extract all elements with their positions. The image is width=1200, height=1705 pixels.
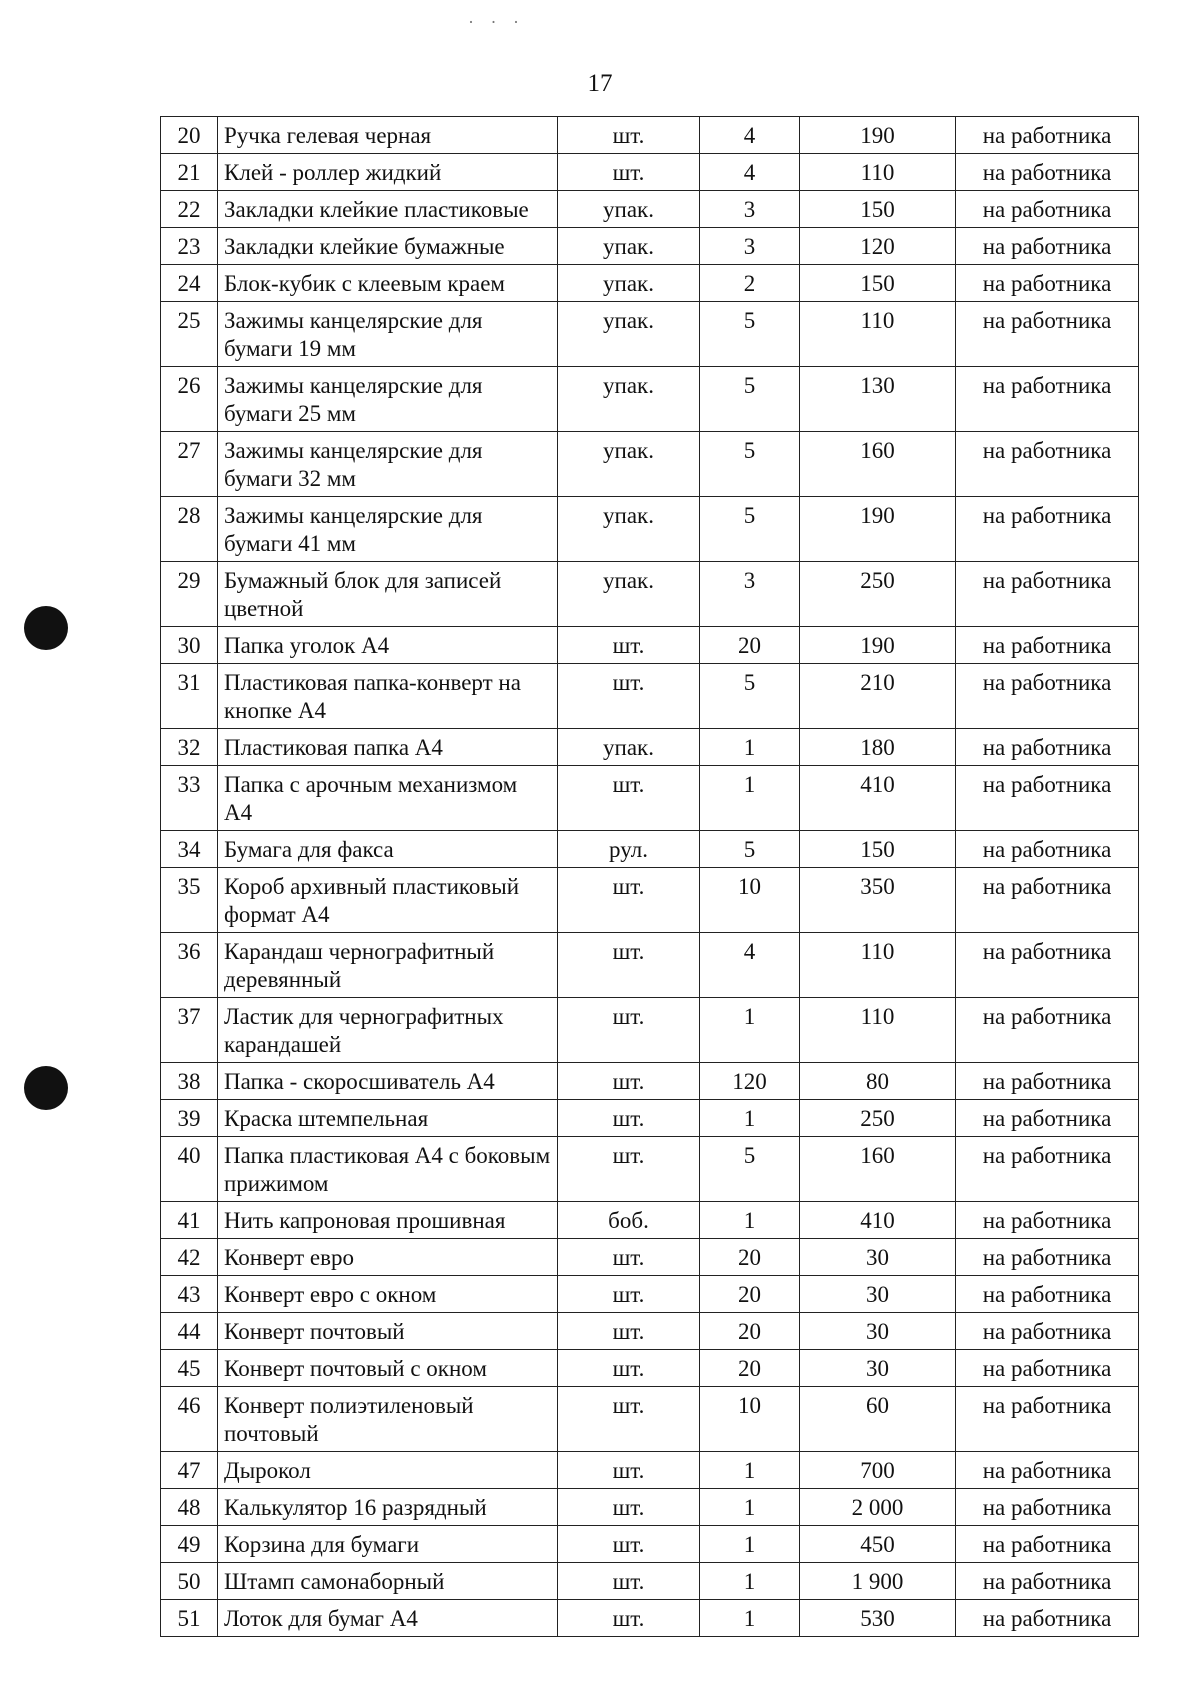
- row-number-cell: 26: [161, 367, 218, 432]
- norm-cell: на работника: [956, 302, 1139, 367]
- norm-cell: на работника: [956, 562, 1139, 627]
- unit-cell: упак.: [558, 367, 700, 432]
- item-name-cell: Зажимы канцелярские для бумаги 41 мм: [218, 497, 558, 562]
- norm-cell: на работника: [956, 1452, 1139, 1489]
- item-name-cell: Папка уголок А4: [218, 627, 558, 664]
- price-cell: 450: [800, 1526, 956, 1563]
- row-number-cell: 34: [161, 831, 218, 868]
- unit-cell: упак.: [558, 432, 700, 497]
- table-row: [161, 1137, 1139, 1202]
- table-row: [161, 117, 1139, 154]
- item-name-cell: Клей - роллер жидкий: [218, 154, 558, 191]
- price-cell: 350: [800, 868, 956, 933]
- quantity-cell: 1: [700, 1489, 800, 1526]
- norm-cell: на работника: [956, 1563, 1139, 1600]
- item-name-cell: Конверт евро с окном: [218, 1276, 558, 1313]
- unit-cell: рул.: [558, 831, 700, 868]
- unit-cell: упак.: [558, 191, 700, 228]
- item-name-cell: Конверт почтовый: [218, 1313, 558, 1350]
- table-row: [161, 432, 1139, 497]
- norm-cell: на работника: [956, 1526, 1139, 1563]
- row-number-cell: 25: [161, 302, 218, 367]
- table-row: [161, 497, 1139, 562]
- row-number-cell: 45: [161, 1350, 218, 1387]
- price-cell: 250: [800, 562, 956, 627]
- norm-cell: на работника: [956, 1239, 1139, 1276]
- table-row: [161, 766, 1139, 831]
- unit-cell: шт.: [558, 1239, 700, 1276]
- table-row: [161, 933, 1139, 998]
- quantity-cell: 1: [700, 1100, 800, 1137]
- item-name-cell: Зажимы канцелярские для бумаги 32 мм: [218, 432, 558, 497]
- norm-cell: на работника: [956, 1202, 1139, 1239]
- norm-cell: на работника: [956, 998, 1139, 1063]
- norm-cell: на работника: [956, 497, 1139, 562]
- item-name-cell: Корзина для бумаги: [218, 1526, 558, 1563]
- price-cell: 210: [800, 664, 956, 729]
- unit-cell: шт.: [558, 1137, 700, 1202]
- row-number-cell: 42: [161, 1239, 218, 1276]
- item-name-cell: Папка с арочным механизмом А4: [218, 766, 558, 831]
- scan-artifact: · · ·: [468, 12, 525, 32]
- table-row: [161, 868, 1139, 933]
- table-row: [161, 1313, 1139, 1350]
- item-name-cell: Блок-кубик с клеевым краем: [218, 265, 558, 302]
- quantity-cell: 10: [700, 868, 800, 933]
- quantity-cell: 3: [700, 562, 800, 627]
- item-name-cell: Папка - скоросшиватель А4: [218, 1063, 558, 1100]
- row-number-cell: 40: [161, 1137, 218, 1202]
- norm-cell: на работника: [956, 1063, 1139, 1100]
- row-number-cell: 21: [161, 154, 218, 191]
- quantity-cell: 3: [700, 191, 800, 228]
- table-row: [161, 1202, 1139, 1239]
- row-number-cell: 22: [161, 191, 218, 228]
- quantity-cell: 3: [700, 228, 800, 265]
- norm-cell: на работника: [956, 1600, 1139, 1637]
- norm-cell: на работника: [956, 766, 1139, 831]
- quantity-cell: 1: [700, 1452, 800, 1489]
- norm-cell: на работника: [956, 1387, 1139, 1452]
- item-name-cell: Бумажный блок для записей цветной: [218, 562, 558, 627]
- norm-cell: на работника: [956, 432, 1139, 497]
- quantity-cell: 5: [700, 367, 800, 432]
- table-row: [161, 265, 1139, 302]
- unit-cell: шт.: [558, 1387, 700, 1452]
- price-cell: 30: [800, 1313, 956, 1350]
- row-number-cell: 29: [161, 562, 218, 627]
- item-name-cell: Пластиковая папка-конверт на кнопке А4: [218, 664, 558, 729]
- quantity-cell: 5: [700, 831, 800, 868]
- table-row: [161, 1276, 1139, 1313]
- unit-cell: шт.: [558, 998, 700, 1063]
- quantity-cell: 4: [700, 117, 800, 154]
- quantity-cell: 5: [700, 497, 800, 562]
- table-row: [161, 1526, 1139, 1563]
- table-row: [161, 627, 1139, 664]
- quantity-cell: 4: [700, 154, 800, 191]
- unit-cell: упак.: [558, 497, 700, 562]
- norm-cell: на работника: [956, 1350, 1139, 1387]
- item-name-cell: Калькулятор 16 разрядный: [218, 1489, 558, 1526]
- price-cell: 150: [800, 831, 956, 868]
- item-name-cell: Ручка гелевая черная: [218, 117, 558, 154]
- table-body: [161, 117, 1139, 1637]
- unit-cell: боб.: [558, 1202, 700, 1239]
- quantity-cell: 1: [700, 729, 800, 766]
- price-cell: 30: [800, 1276, 956, 1313]
- table-row: [161, 1350, 1139, 1387]
- row-number-cell: 41: [161, 1202, 218, 1239]
- price-cell: 80: [800, 1063, 956, 1100]
- unit-cell: шт.: [558, 766, 700, 831]
- quantity-cell: 5: [700, 1137, 800, 1202]
- price-cell: 700: [800, 1452, 956, 1489]
- quantity-cell: 10: [700, 1387, 800, 1452]
- unit-cell: шт.: [558, 1600, 700, 1637]
- table-row: [161, 562, 1139, 627]
- table-row: [161, 302, 1139, 367]
- norm-cell: на работника: [956, 729, 1139, 766]
- quantity-cell: 5: [700, 302, 800, 367]
- norm-cell: на работника: [956, 265, 1139, 302]
- unit-cell: шт.: [558, 1313, 700, 1350]
- norm-cell: на работника: [956, 154, 1139, 191]
- row-number-cell: 28: [161, 497, 218, 562]
- unit-cell: шт.: [558, 1100, 700, 1137]
- item-name-cell: Ластик для чернографитных карандашей: [218, 998, 558, 1063]
- quantity-cell: 1: [700, 1202, 800, 1239]
- unit-cell: шт.: [558, 933, 700, 998]
- price-cell: 60: [800, 1387, 956, 1452]
- unit-cell: шт.: [558, 868, 700, 933]
- price-cell: 410: [800, 1202, 956, 1239]
- norm-cell: на работника: [956, 117, 1139, 154]
- item-name-cell: Короб архивный пластиковый формат А4: [218, 868, 558, 933]
- unit-cell: упак.: [558, 562, 700, 627]
- unit-cell: шт.: [558, 1563, 700, 1600]
- row-number-cell: 44: [161, 1313, 218, 1350]
- item-name-cell: Закладки клейкие пластиковые: [218, 191, 558, 228]
- norm-cell: на работника: [956, 868, 1139, 933]
- row-number-cell: 51: [161, 1600, 218, 1637]
- table-row: [161, 729, 1139, 766]
- unit-cell: шт.: [558, 1526, 700, 1563]
- row-number-cell: 24: [161, 265, 218, 302]
- quantity-cell: 2: [700, 265, 800, 302]
- table-row: [161, 1063, 1139, 1100]
- table-row: [161, 154, 1139, 191]
- norm-cell: на работника: [956, 1313, 1139, 1350]
- norm-cell: на работника: [956, 367, 1139, 432]
- quantity-cell: 4: [700, 933, 800, 998]
- price-cell: 160: [800, 432, 956, 497]
- quantity-cell: 1: [700, 766, 800, 831]
- table-row: [161, 191, 1139, 228]
- price-cell: 180: [800, 729, 956, 766]
- quantity-cell: 20: [700, 1276, 800, 1313]
- norm-cell: на работника: [956, 191, 1139, 228]
- row-number-cell: 30: [161, 627, 218, 664]
- table-row: [161, 998, 1139, 1063]
- norm-cell: на работника: [956, 831, 1139, 868]
- row-number-cell: 38: [161, 1063, 218, 1100]
- row-number-cell: 46: [161, 1387, 218, 1452]
- row-number-cell: 31: [161, 664, 218, 729]
- price-cell: 120: [800, 228, 956, 265]
- price-cell: 250: [800, 1100, 956, 1137]
- price-cell: 160: [800, 1137, 956, 1202]
- unit-cell: шт.: [558, 1276, 700, 1313]
- unit-cell: шт.: [558, 1489, 700, 1526]
- unit-cell: шт.: [558, 1452, 700, 1489]
- unit-cell: шт.: [558, 117, 700, 154]
- price-cell: 190: [800, 117, 956, 154]
- unit-cell: шт.: [558, 627, 700, 664]
- item-name-cell: Штамп самонаборный: [218, 1563, 558, 1600]
- unit-cell: упак.: [558, 228, 700, 265]
- supplies-table: [160, 116, 1139, 1637]
- row-number-cell: 47: [161, 1452, 218, 1489]
- row-number-cell: 35: [161, 868, 218, 933]
- table-row: [161, 1600, 1139, 1637]
- table-row: [161, 367, 1139, 432]
- table-row: [161, 1452, 1139, 1489]
- row-number-cell: 33: [161, 766, 218, 831]
- table-row: [161, 1563, 1139, 1600]
- item-name-cell: Зажимы канцелярские для бумаги 25 мм: [218, 367, 558, 432]
- quantity-cell: 5: [700, 664, 800, 729]
- table-row: [161, 1100, 1139, 1137]
- row-number-cell: 49: [161, 1526, 218, 1563]
- unit-cell: шт.: [558, 1350, 700, 1387]
- item-name-cell: Карандаш чернографитный деревянный: [218, 933, 558, 998]
- table-row: [161, 664, 1139, 729]
- price-cell: 110: [800, 154, 956, 191]
- item-name-cell: Закладки клейкие бумажные: [218, 228, 558, 265]
- norm-cell: на работника: [956, 1137, 1139, 1202]
- table-row: [161, 1489, 1139, 1526]
- table-row: [161, 1239, 1139, 1276]
- price-cell: 190: [800, 627, 956, 664]
- norm-cell: на работника: [956, 228, 1139, 265]
- unit-cell: упак.: [558, 265, 700, 302]
- unit-cell: упак.: [558, 729, 700, 766]
- unit-cell: шт.: [558, 154, 700, 191]
- item-name-cell: Краска штемпельная: [218, 1100, 558, 1137]
- norm-cell: на работника: [956, 1489, 1139, 1526]
- price-cell: 130: [800, 367, 956, 432]
- price-cell: 1 900: [800, 1563, 956, 1600]
- quantity-cell: 5: [700, 432, 800, 497]
- punch-hole: [24, 1066, 68, 1110]
- price-cell: 150: [800, 191, 956, 228]
- item-name-cell: Конверт почтовый с окном: [218, 1350, 558, 1387]
- price-cell: 30: [800, 1350, 956, 1387]
- table-row: [161, 228, 1139, 265]
- row-number-cell: 37: [161, 998, 218, 1063]
- quantity-cell: 20: [700, 627, 800, 664]
- quantity-cell: 20: [700, 1350, 800, 1387]
- quantity-cell: 20: [700, 1313, 800, 1350]
- quantity-cell: 1: [700, 1563, 800, 1600]
- unit-cell: шт.: [558, 664, 700, 729]
- row-number-cell: 43: [161, 1276, 218, 1313]
- quantity-cell: 1: [700, 1526, 800, 1563]
- item-name-cell: Зажимы канцелярские для бумаги 19 мм: [218, 302, 558, 367]
- item-name-cell: Бумага для факса: [218, 831, 558, 868]
- price-cell: 2 000: [800, 1489, 956, 1526]
- unit-cell: шт.: [558, 1063, 700, 1100]
- quantity-cell: 20: [700, 1239, 800, 1276]
- page-number: 17: [587, 70, 613, 97]
- table-row: [161, 831, 1139, 868]
- item-name-cell: Дырокол: [218, 1452, 558, 1489]
- norm-cell: на работника: [956, 1276, 1139, 1313]
- row-number-cell: 50: [161, 1563, 218, 1600]
- row-number-cell: 36: [161, 933, 218, 998]
- item-name-cell: Нить капроновая прошивная: [218, 1202, 558, 1239]
- norm-cell: на работника: [956, 627, 1139, 664]
- price-cell: 110: [800, 933, 956, 998]
- norm-cell: на работника: [956, 1100, 1139, 1137]
- punch-hole: [24, 606, 68, 650]
- quantity-cell: 1: [700, 1600, 800, 1637]
- row-number-cell: 39: [161, 1100, 218, 1137]
- norm-cell: на работника: [956, 933, 1139, 998]
- price-cell: 190: [800, 497, 956, 562]
- item-name-cell: Конверт полиэтиленовый почтовый: [218, 1387, 558, 1452]
- table-row: [161, 1387, 1139, 1452]
- row-number-cell: 23: [161, 228, 218, 265]
- row-number-cell: 48: [161, 1489, 218, 1526]
- price-cell: 110: [800, 998, 956, 1063]
- item-name-cell: Лоток для бумаг А4: [218, 1600, 558, 1637]
- quantity-cell: 120: [700, 1063, 800, 1100]
- price-cell: 30: [800, 1239, 956, 1276]
- row-number-cell: 32: [161, 729, 218, 766]
- price-cell: 150: [800, 265, 956, 302]
- row-number-cell: 27: [161, 432, 218, 497]
- price-cell: 110: [800, 302, 956, 367]
- price-cell: 410: [800, 766, 956, 831]
- quantity-cell: 1: [700, 998, 800, 1063]
- norm-cell: на работника: [956, 664, 1139, 729]
- item-name-cell: Папка пластиковая А4 с боковым прижимом: [218, 1137, 558, 1202]
- row-number-cell: 20: [161, 117, 218, 154]
- item-name-cell: Пластиковая папка А4: [218, 729, 558, 766]
- item-name-cell: Конверт евро: [218, 1239, 558, 1276]
- price-cell: 530: [800, 1600, 956, 1637]
- unit-cell: упак.: [558, 302, 700, 367]
